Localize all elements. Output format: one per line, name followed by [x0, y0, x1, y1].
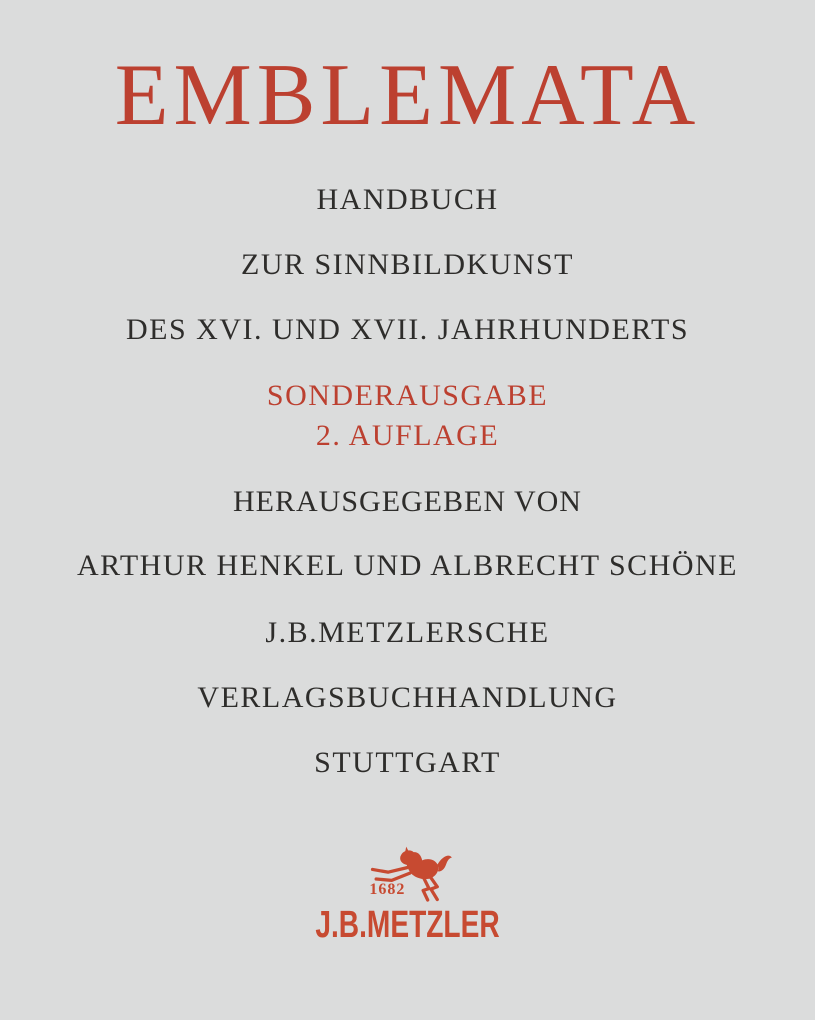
logo-year: 1682 — [369, 881, 406, 898]
edition-line-2: 2. AUFLAGE — [315, 419, 500, 452]
editors-names: ARTHUR HENKEL UND ALBRECHT SCHÖNE — [76, 549, 739, 582]
publisher-line-1: J.B.METZLERSCHE — [265, 616, 550, 649]
book-title: EMBLEMATA — [114, 47, 701, 144]
publisher-line-3: STUTTGART — [314, 746, 501, 779]
editor-intro: HERAUSGEGEBEN VON — [233, 485, 582, 518]
subtitle-line-2: ZUR SINNBILDKUNST — [241, 248, 574, 281]
subtitle-line-3: DES XVI. UND XVII. JAHRHUNDERTS — [125, 313, 690, 346]
imprint-logotype: J.B.METZLER — [315, 904, 500, 946]
publisher-logo — [363, 843, 457, 905]
subtitle-line-1: HANDBUCH — [316, 183, 499, 216]
publisher-line-2: VERLAGSBUCHHANDLUNG — [197, 681, 618, 714]
edition-line-1: SONDERAUSGABE — [266, 379, 549, 412]
